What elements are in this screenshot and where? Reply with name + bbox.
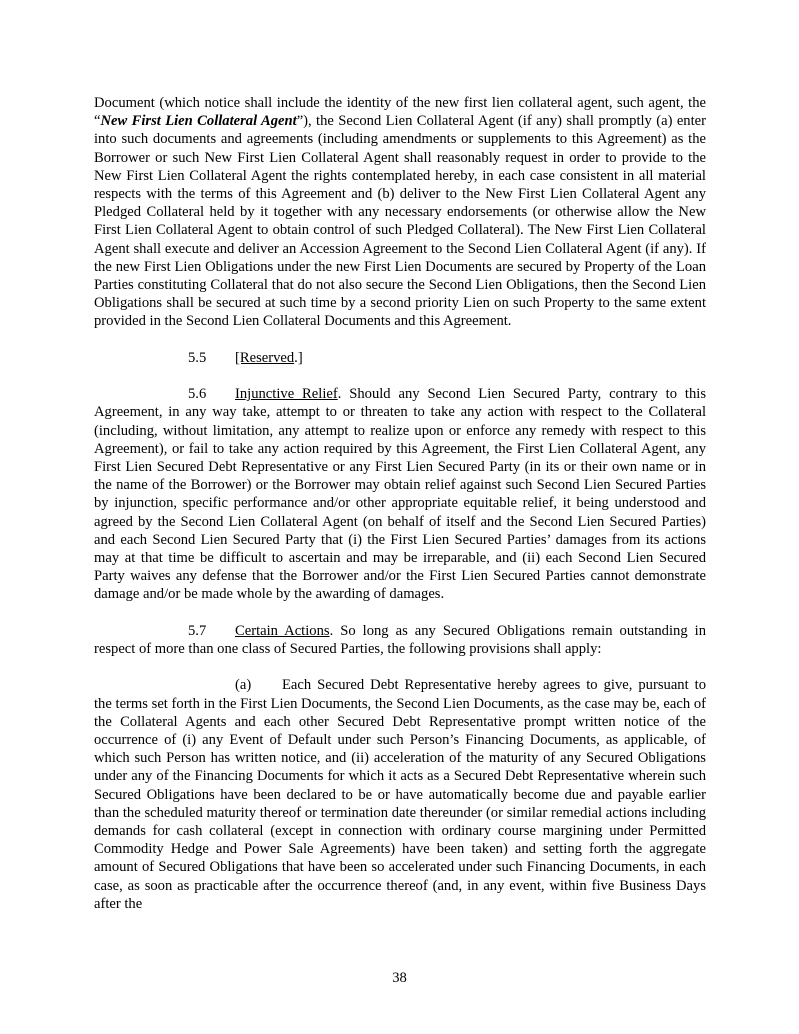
paragraph-continuation-part2: ”), the Second Lien Collateral Agent (if any) shall promptly (a) enter into such documents and agreements (including amendments or supplements to this Agreement) as the Borrower or such New First Lien Collateral Agent shall reasonably request in order to provide to the New First Lien Collateral Agent the rights contemplated hereby, in each case consistent in all material respects with the terms of this Agreement and (b) deliver to the New First Lien Collateral Agent any Pledged Collateral held by it together with any necessary endorsements (or otherwise allow the New First Lien Collateral Agent to obtain control of such Pledged Collateral). The New First Lien Collateral Agent shall execute and deliver an Accession Agreement to the Second Lien Collateral Agent (if any). If the new First Lien Obligations under the new First Lien Documents are secured by Property of the Loan Parties constituting Collateral that do not also secure the Second Lien Obligations, then the Second Lien Obligations shall be secured at such time by a second priority Lien on such Property to the same extent provided in the Second Lien Collateral Documents and this Agreement.	[94, 113, 706, 330]
section-5-7-a-label: (a)	[235, 677, 252, 694]
section-5-6-number: 5.6	[188, 386, 207, 403]
document-page	[94, 94, 706, 913]
section-5-6-text: . Should any Second Lien Secured Party, contrary to this Agreement, in any way take, attempt to or threaten to take any action with respect to the Collateral (including, without limitation, any attempt to realize upon or enforce any remedy with respect to this Agreement), or fail to take any action required by this Agreement, the First Lien Collateral Agent, any First Lien Secured Debt Representative or any First Lien Secured Party (in its or their own name or in the name of the Borrower) or the Borrower may obtain relief against such Second Lien Secured Parties by injunction, specific performance and/or other appropriate equitable relief, it being understood and agreed by the Second Lien Collateral Agent (on behalf of itself and the Second Lien Secured Parties) and each Second Lien Secured Party that (i) the First Lien Secured Parties’ damages from its actions may at that time be difficult to ascertain and may be irreparable, and (ii) each Second Lien Secured Party waives any defense that the Borrower and/or the First Lien Secured Parties cannot demonstrate damage and/or be made whole by the awarding of damages.	[94, 386, 706, 603]
section-5-7-a	[94, 676, 706, 913]
section-5-5	[94, 349, 706, 367]
section-5-7-number: 5.7	[188, 622, 207, 639]
section-5-7-a-text: Each Secured Debt Representative hereby agrees to give, pursuant to the terms set forth in the First Lien Documents, the Second Lien Documents, as the case may be, each of the Collateral Agents and each other Secured Debt Representative prompt written notice of the occurrence of (i) any Event of Default under such Person’s Financing Documents, as applicable, of which such Person has written notice, and (ii) acceleration of the maturity of any Secured Obligations under any of the Financing Documents for which it acts as a Secured Debt Representative wherein such Secured Obligations have been declared to be or have automatically become due and payable earlier than the scheduled maturity thereof or termination date thereunder (or similar remedial actions including demands for cash collateral (except in connection with ordinary course margining under Permitted Commodity Hedge and Power Sale Agreements) have been taken) and setting forth the aggregate amount of Secured Obligations that have been so accelerated under such Financing Documents, in each case, as soon as practicable after the occurrence thereof (and, in any event, within five Business Days after the	[94, 677, 706, 912]
section-5-7	[94, 622, 706, 658]
section-5-5-suffix: .]	[294, 349, 303, 366]
defined-term-new-first-lien-collateral-agent: New First Lien Collateral Agent	[100, 113, 297, 130]
section-5-5-number: 5.5	[188, 349, 207, 366]
paragraph-continuation	[94, 94, 706, 331]
paragraph-continuation-part1: Document (which notice shall include the identity of the new first lien collateral agent, such agent, the “	[94, 95, 706, 130]
section-5-6	[94, 385, 706, 603]
section-5-6-title: Injunctive Relief	[235, 386, 338, 403]
section-5-5-title: [Reserved	[235, 349, 295, 366]
section-5-7-title: Certain Actions	[235, 622, 330, 639]
section-5-7-text: . So long as any Secured Obligations remain outstanding in respect of more than one class of Secured Parties, the following provisions shall apply:	[94, 622, 706, 658]
page-number: 38	[392, 970, 407, 986]
